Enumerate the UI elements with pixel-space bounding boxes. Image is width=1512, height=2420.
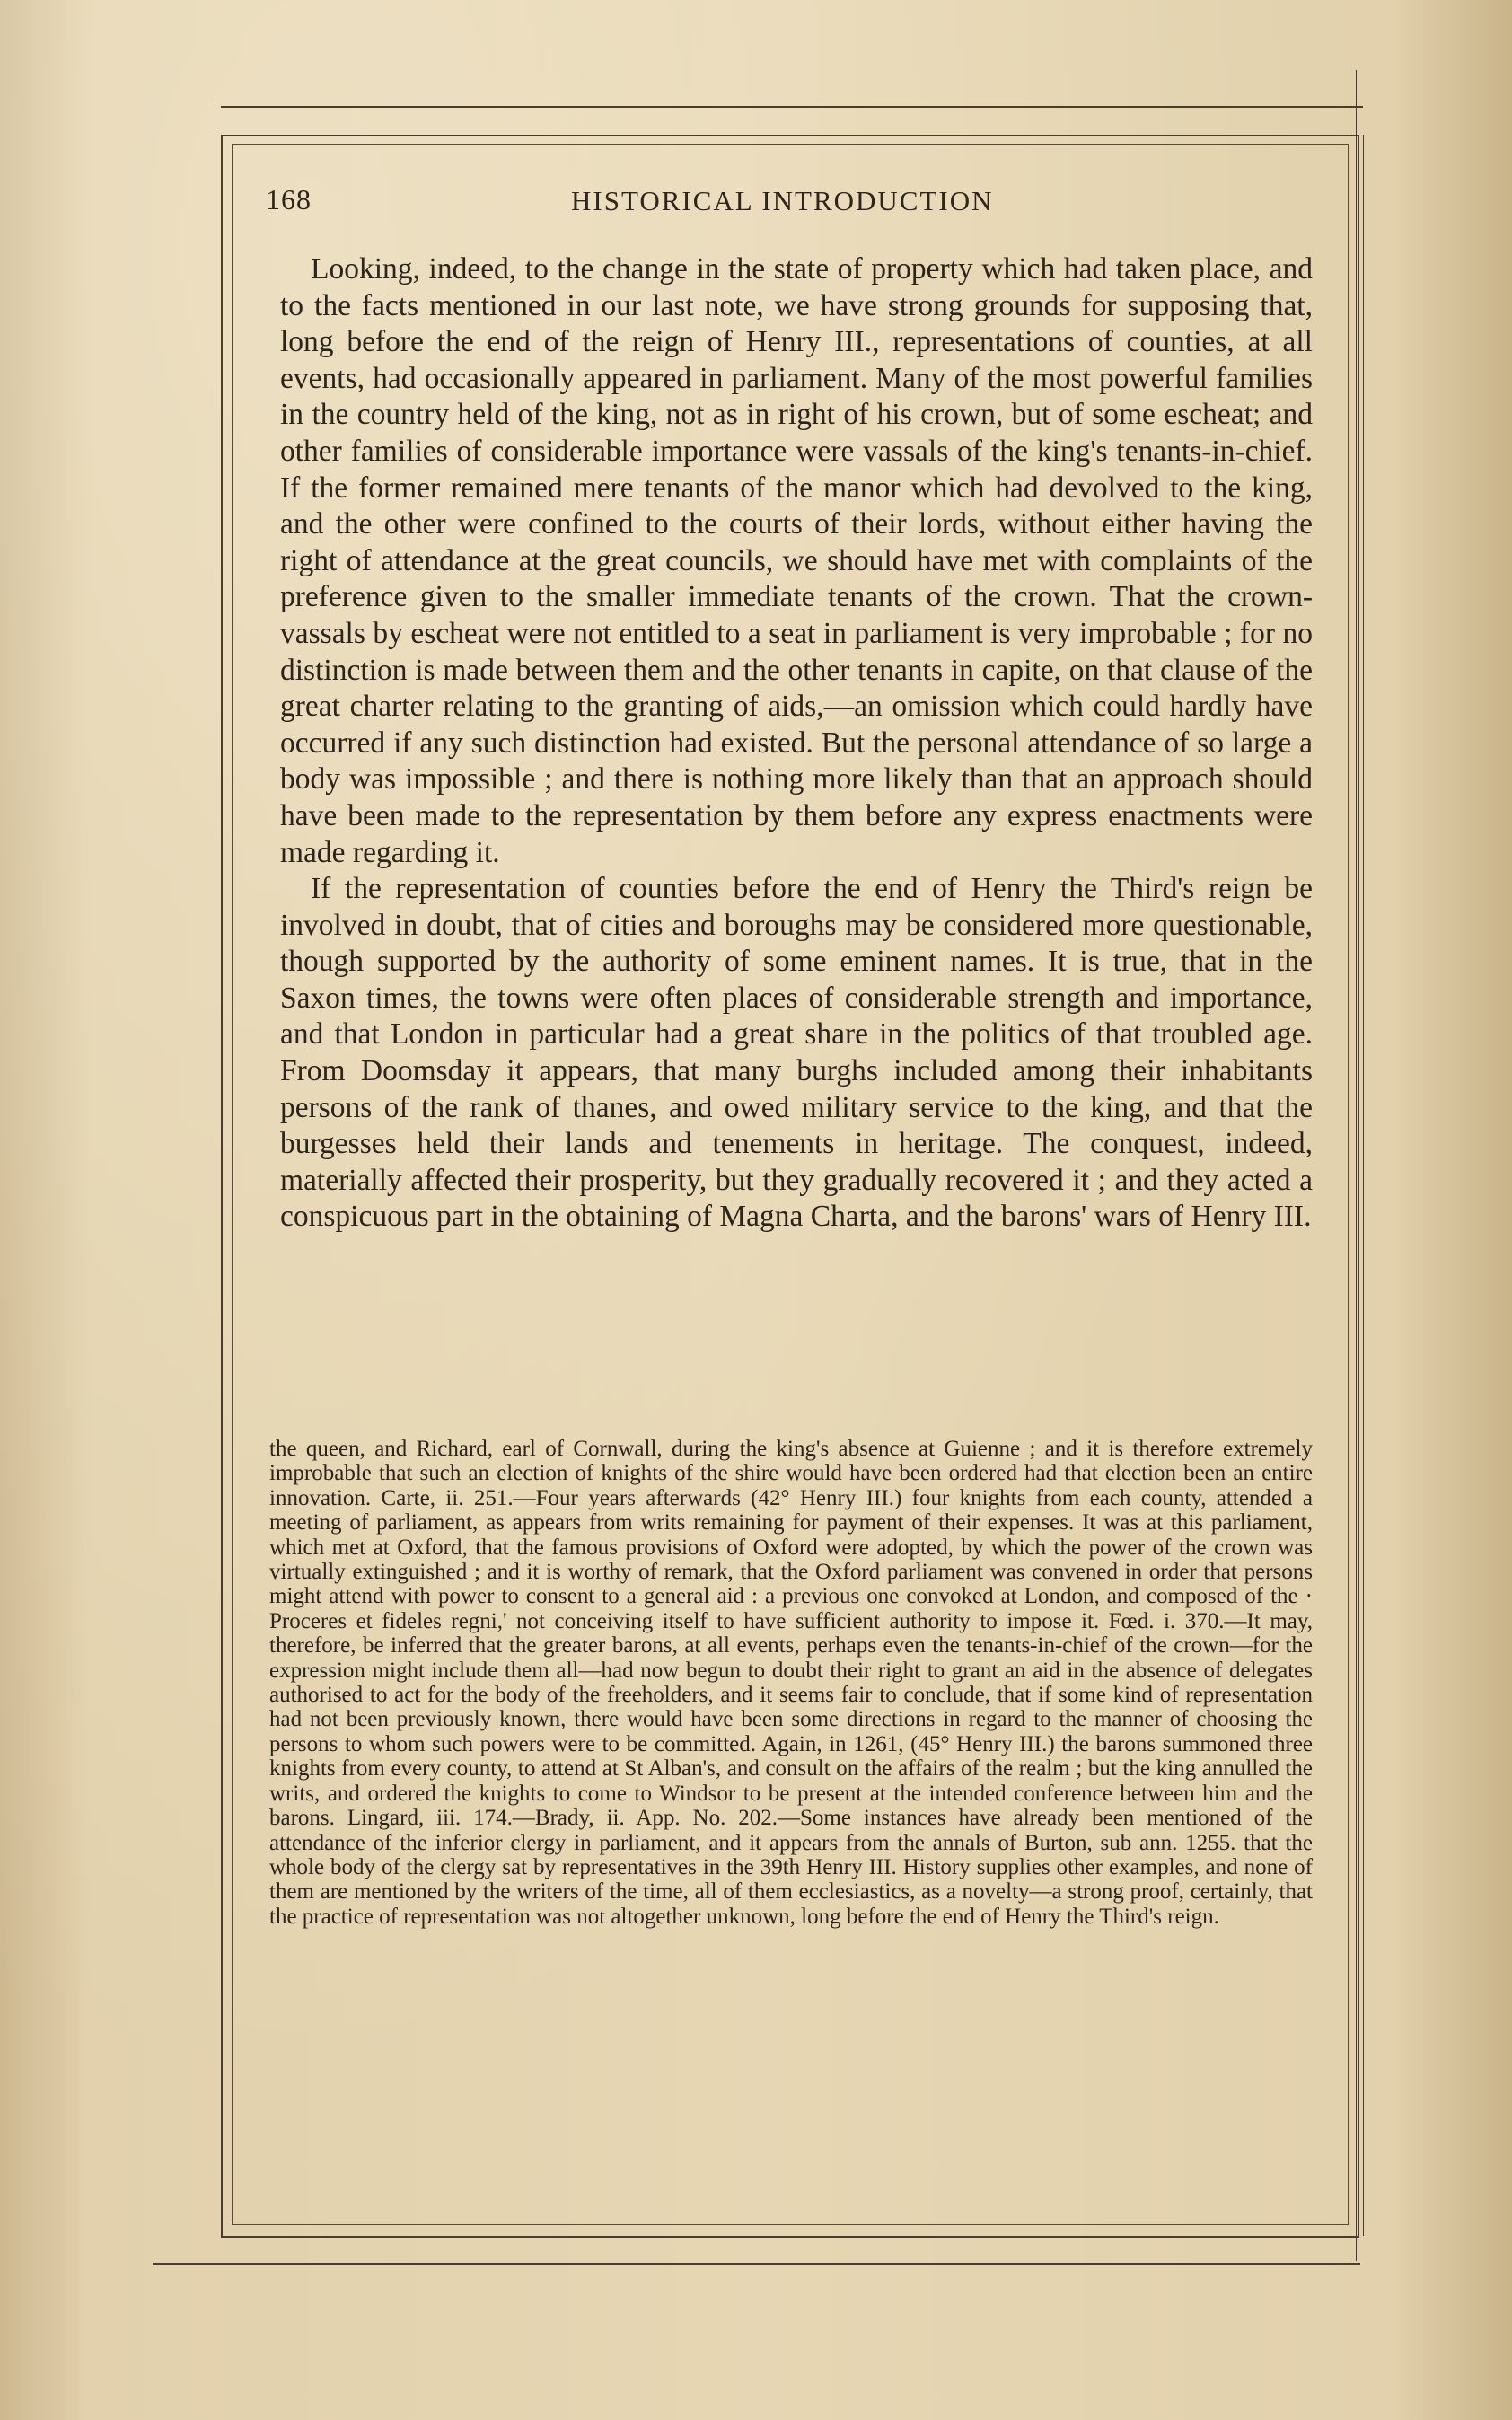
footnote-text: the queen, and Richard, earl of Cornwall, during the king's absence at Guienne ; and it is therefore extremely improbable that such an election of knights of the shire would have been ordered had that election been an entire innovation. Carte, ii. 251.—Four years afterwards (42° Henry III.) four knights from each county, attended a meeting of parliament, as appears from writs remaining for payment of their expenses. It was at this parliament, which met at Oxford, that the famous provisions of Oxford were adopted, by which the power of the crown was virtually extinguished ; and it is worthy of remark, that the Oxford parliament was convened in order that persons might attend with power to consent to a general aid : a previous one convoked at London, and composed of the · Proceres et fideles regni,' not conceiving itself to have sufficient authority to impose it. Fœd. i. 370.—It may, therefore, be inferred that the greater barons, at all events, perhaps even the tenants-in-chief of the crown—for the expression might include them all—had now begun to doubt their right to grant an aid in the absence of delegates authorised to act for the body of the freeholders, and it seems fair to conclude, that if some kind of representation had not been previously known, there would have been some directions in regard to the manner of choosing the persons to whom such powers were to be committed. Again, in 1261, (45° Henry III.) the barons summoned three knights from every county, to attend at St Alban's, and consult on the affairs of the realm ; but the king annulled the writs, and ordered the knights to come to Windsor to be present at the intended conference between him and the barons. Lingard, iii. 174.—Brady, ii. App. No. 202.—Some instances have already been mentioned of the attendance of the inferior clergy in parliament, and it appears from the annals of Burton, sub ann. 1255. that the whole body of the clergy sat by representatives in the 39th Henry III. History supplies other examples, and none of them are mentioned by the writers of the time, all of them ecclesiastics, as a novelty—a strong proof, certainly, that the practice of representation was not altogether unknown, long before the end of Henry the Third's reign.: [269, 1437, 1313, 1929]
right-edge-rule: [1356, 70, 1357, 2261]
paragraph-1: Looking, indeed, to the change in the state of property which had taken place, and to the facts mentioned in our last note, we have strong grounds for supposing that, long before the end of the reign of Henry III., representations of counties, at all events, had occasionally appeared in parliament. Many of the most powerful families in the country held of the king, not as in right of his crown, but of some escheat; and other families of considerable importance were vassals of the king's tenants-in-chief. If the former remained mere tenants of the manor which had devolved to the king, and the other were confined to the courts of their lords, without either having the right of attendance at the great councils, we should have met with complaints of the preference given to the smaller immediate tenants of the crown. That the crown-vassals by escheat were not entitled to a seat in parliament is very improbable ; for no distinction is made between them and the other tenants in capite, on that clause of the great charter relating to the granting of aids,—an omission which could hardly have occurred if any such distinction had existed. But the personal attendance of so large a body was impossible ; and there is nothing more likely than that an approach should have been made to the representation by them before any express enactments were made regarding it.: [280, 252, 1313, 869]
running-header: [266, 183, 1334, 219]
footnote: [269, 1437, 1313, 1929]
page-number: 168: [266, 183, 312, 216]
bottom-rule: [153, 2263, 1360, 2265]
running-head-title: HISTORICAL INTRODUCTION: [571, 185, 994, 216]
paragraph-2: If the representation of counties before the end of Henry the Third's reign be involved in doubt, that of cities and boroughs may be considered more questionable, though supported by the authority of some eminent names. It is true, that in the Saxon times, the towns were often places of considerable strength and importance, and that London in particular had a great share in the politics of that troubled age. From Doomsday it appears, that many burghs included among their inhabitants persons of the rank of thanes, and owed military service to the king, and that the burgesses held their lands and tenements in heritage. The conquest, indeed, materially affected their prosperity, but they gradually recovered it ; and they acted a conspicuous part in the obtaining of Magna Charta, and the barons' wars of Henry III.: [280, 872, 1313, 1234]
page-frame-right-rule: [1363, 135, 1364, 2236]
main-text: [280, 251, 1313, 1236]
top-rule: [221, 106, 1363, 108]
